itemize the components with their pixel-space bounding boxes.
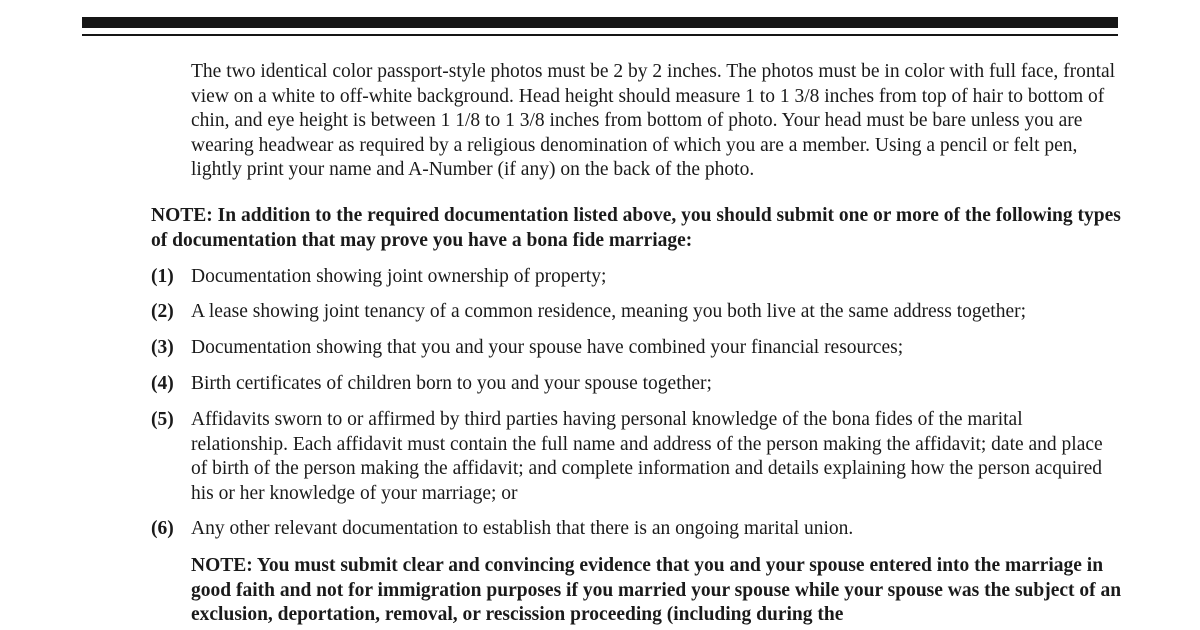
list-item-number: (3) (151, 337, 174, 358)
list-item-text: A lease showing joint tenancy of a common residence, meaning you both live at the same address together; (191, 301, 1027, 322)
list-item-text: Documentation showing joint ownership of property; (191, 266, 607, 287)
list-item-number: (2) (151, 301, 174, 322)
list-item-number: (1) (151, 266, 174, 287)
photos-requirements-paragraph: The two identical color passport-style photos must be 2 by 2 inches. The photos must be in color with full face, frontal view on a white to off-white background. Head height should measure 1 to 1 3/8 inches from top of hair to bottom of chin, and eye height is between 1 1/8 to 1 3/8 inches from bottom of photo. Your head must be bare unless you are wearing headwear as required by a religious denomination of which you are a member. Using a pencil or felt pen, lightly print your name and A-Number (if any) on the back of the photo. (191, 61, 1116, 180)
list-item-text: Affidavits sworn to or affirmed by third parties having personal knowledge of the bona fides of the marital relationship. Each affidavit must contain the full name and address of the person making the affidavit; date and place of birth of the person making the affidavit; and complete information and details explaining how the person acquired his or her knowledge of your marriage; or (191, 409, 1103, 504)
bona-fide-marriage-note: NOTE: In addition to the required documentation listed above, you should submit one or more of the following types of documentation that may prove you have a bona fide marriage: (151, 205, 1121, 251)
list-item-text: Birth certificates of children born to you and your spouse together; (191, 373, 712, 394)
good-faith-evidence-note: NOTE: You must submit clear and convincing evidence that you and your spouse entered into the marriage in good faith and not for immigration purposes if you married your spouse while your spouse was the subject of an exclusion, deportation, removal, or rescission proceeding (including during the (191, 555, 1122, 625)
list-item-text: Documentation showing that you and your spouse have combined your financial resources; (191, 337, 904, 358)
list-item-number: (4) (151, 373, 174, 394)
list-item-text: Any other relevant documentation to establish that there is an ongoing marital union. (191, 518, 854, 539)
list-item-number: (6) (151, 518, 174, 539)
list-item-number: (5) (151, 409, 174, 430)
